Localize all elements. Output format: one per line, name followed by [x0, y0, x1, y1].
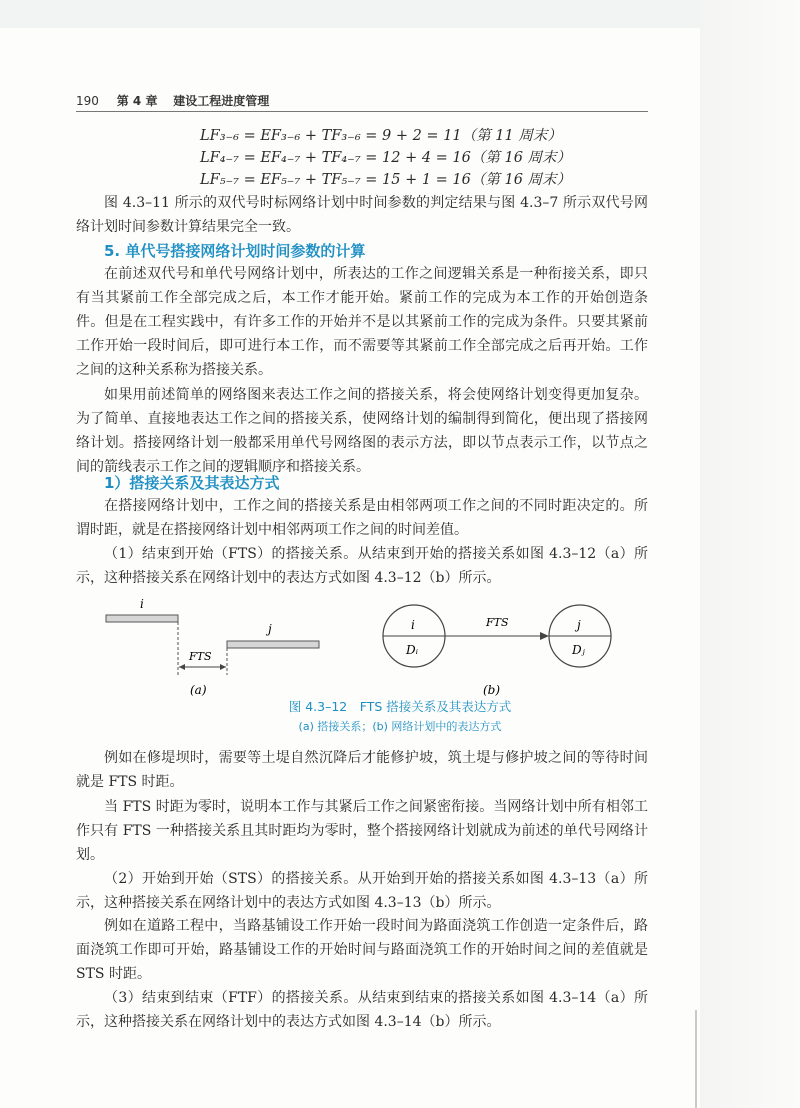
- fts-arrow-left: [179, 664, 185, 670]
- bar-i-label: i: [140, 597, 144, 611]
- page-right-margin: [700, 0, 800, 1108]
- paragraph-intro-1: 在前述双代号和单代号网络计划中，所表达的工作之间逻辑关系是一种衔接关系，即只有当其紧前工作全部完成之后，本工作才能开始。紧前工作的完成为本工作的开始创造条件。但是在工程实践中，有许多工作的开始并不是以其紧前工作的完成为条件。只要其紧前工作开始一段时间后，即可进行本工作，而不需要等其紧前工作全部完成之后再开始。工作之间的这种关系称为搭接关系。: [76, 266, 648, 378]
- fts-label-a: FTS: [189, 650, 212, 663]
- paragraph-zero-distance: 当 FTS 时距为零时，说明本工作与其紧后工作之间紧密衔接。当网络计划中所有相邻工作只有 FTS 一种搭接关系且其时距均为零时，整个搭接网络计划就成为前述的单代号网络计划。: [76, 799, 648, 863]
- section-5-heading: 5. 单代号搭接网络计划时间参数的计算: [104, 242, 366, 260]
- page-top-strip: [0, 0, 701, 28]
- page-number: 190: [76, 94, 99, 108]
- bar-j-label: j: [268, 622, 272, 636]
- paragraph-ftf: （3）结束到结束（FTF）的搭接关系。从结束到结束的搭接关系如图 4.3–14（a）所示，这种搭接关系在网络计划中的表达方式如图 4.3–14（b）所示。: [76, 990, 648, 1030]
- equation-lf47: LF₄₋₇ = EF₄₋₇ + TF₄₋₇ = 12 + 4 = 16（第 16 周末）: [200, 150, 572, 166]
- figure-a: [106, 597, 319, 697]
- bar-i: [106, 615, 178, 622]
- node-i-id: i: [411, 618, 415, 632]
- equation-lf57: LF₅₋₇ = EF₅₋₇ + TF₅₋₇ = 15 + 1 = 16（第 16 周末）: [200, 172, 572, 188]
- paragraph-example-1: 例如在修堤坝时，需要等土堤自然沉降后才能修护坡，筑土堤与修护坡之间的等待时间就是 FTS 时距。: [76, 750, 648, 790]
- figure-subcaption: (a) 搭接关系；(b) 网络计划中的表达方式: [298, 720, 502, 733]
- chapter-label: 第 4 章: [116, 94, 158, 108]
- paragraph-example-2: 例如在道路工程中，当路基铺设工作开始一段时间为路面浇筑工作创造一定条件后，路面浇筑工作即可开始，路基铺设工作的开始时间与路面浇筑工作的开始时间之间的差值就是 STS 时距。: [76, 918, 648, 982]
- fts-link-arrowhead: [540, 632, 549, 640]
- paragraph-sts: （2）开始到开始（STS）的搭接关系。从开始到开始的搭接关系如图 4.3–13（a）所示，这种搭接关系在网络计划中的表达方式如图 4.3–13（b）所示。: [76, 871, 648, 911]
- paragraph-result: 图 4.3–11 所示的双代号时标网络计划中时间参数的判定结果与图 4.3–7 所示双代号网络计划时间参数计算结果完全一致。: [76, 195, 648, 235]
- node-j-id: j: [577, 618, 581, 632]
- node-i-duration: Dᵢ: [406, 643, 419, 657]
- subsection-1-heading: 1）搭接关系及其表达方式: [104, 474, 280, 492]
- figure-4-3-12: [0, 595, 800, 700]
- node-j-duration: Dⱼ: [572, 643, 585, 657]
- paragraph-intro-2: 如果用前述简单的网络图来表达工作之间的搭接关系，将会使网络计划变得更加复杂。为了简单、直接地表达工作之间的搭接关系，使网络计划的编制得到简化，便出现了搭接网络计划。搭接网络计划一般都采用单代号网络图的表示方法，即以节点表示工作，以节点之间的箭线表示工作之间的逻辑顺序和搭接关系。: [76, 387, 648, 475]
- equation-lf36: LF₃₋₆ = EF₃₋₆ + TF₃₋₆ = 9 + 2 = 11（第 11 周末）: [200, 128, 562, 144]
- running-header: [76, 92, 269, 109]
- fts-label-b: FTS: [486, 616, 509, 629]
- bar-j: [227, 641, 319, 648]
- paragraph-fts: （1）结束到开始（FTS）的搭接关系。从结束到开始的搭接关系如图 4.3–12（a）所示，这种搭接关系在网络计划中的表达方式如图 4.3–12（b）所示。: [76, 546, 648, 586]
- page-edge-shadow: [695, 1010, 697, 1108]
- paragraph-time-distance: 在搭接网络计划中，工作之间的搭接关系是由相邻两项工作之间的不同时距决定的。所谓时距，就是在搭接网络计划中相邻两项工作之间的时间差值。: [76, 498, 648, 538]
- fts-arrow-right: [220, 664, 226, 670]
- label-a: (a): [190, 683, 207, 697]
- figure-caption: 图 4.3–12 FTS 搭接关系及其表达方式: [288, 699, 512, 714]
- label-b: (b): [483, 683, 501, 697]
- header-rule: [76, 111, 648, 112]
- chapter-title: 建设工程进度管理: [173, 94, 270, 108]
- figure-b: [383, 605, 611, 697]
